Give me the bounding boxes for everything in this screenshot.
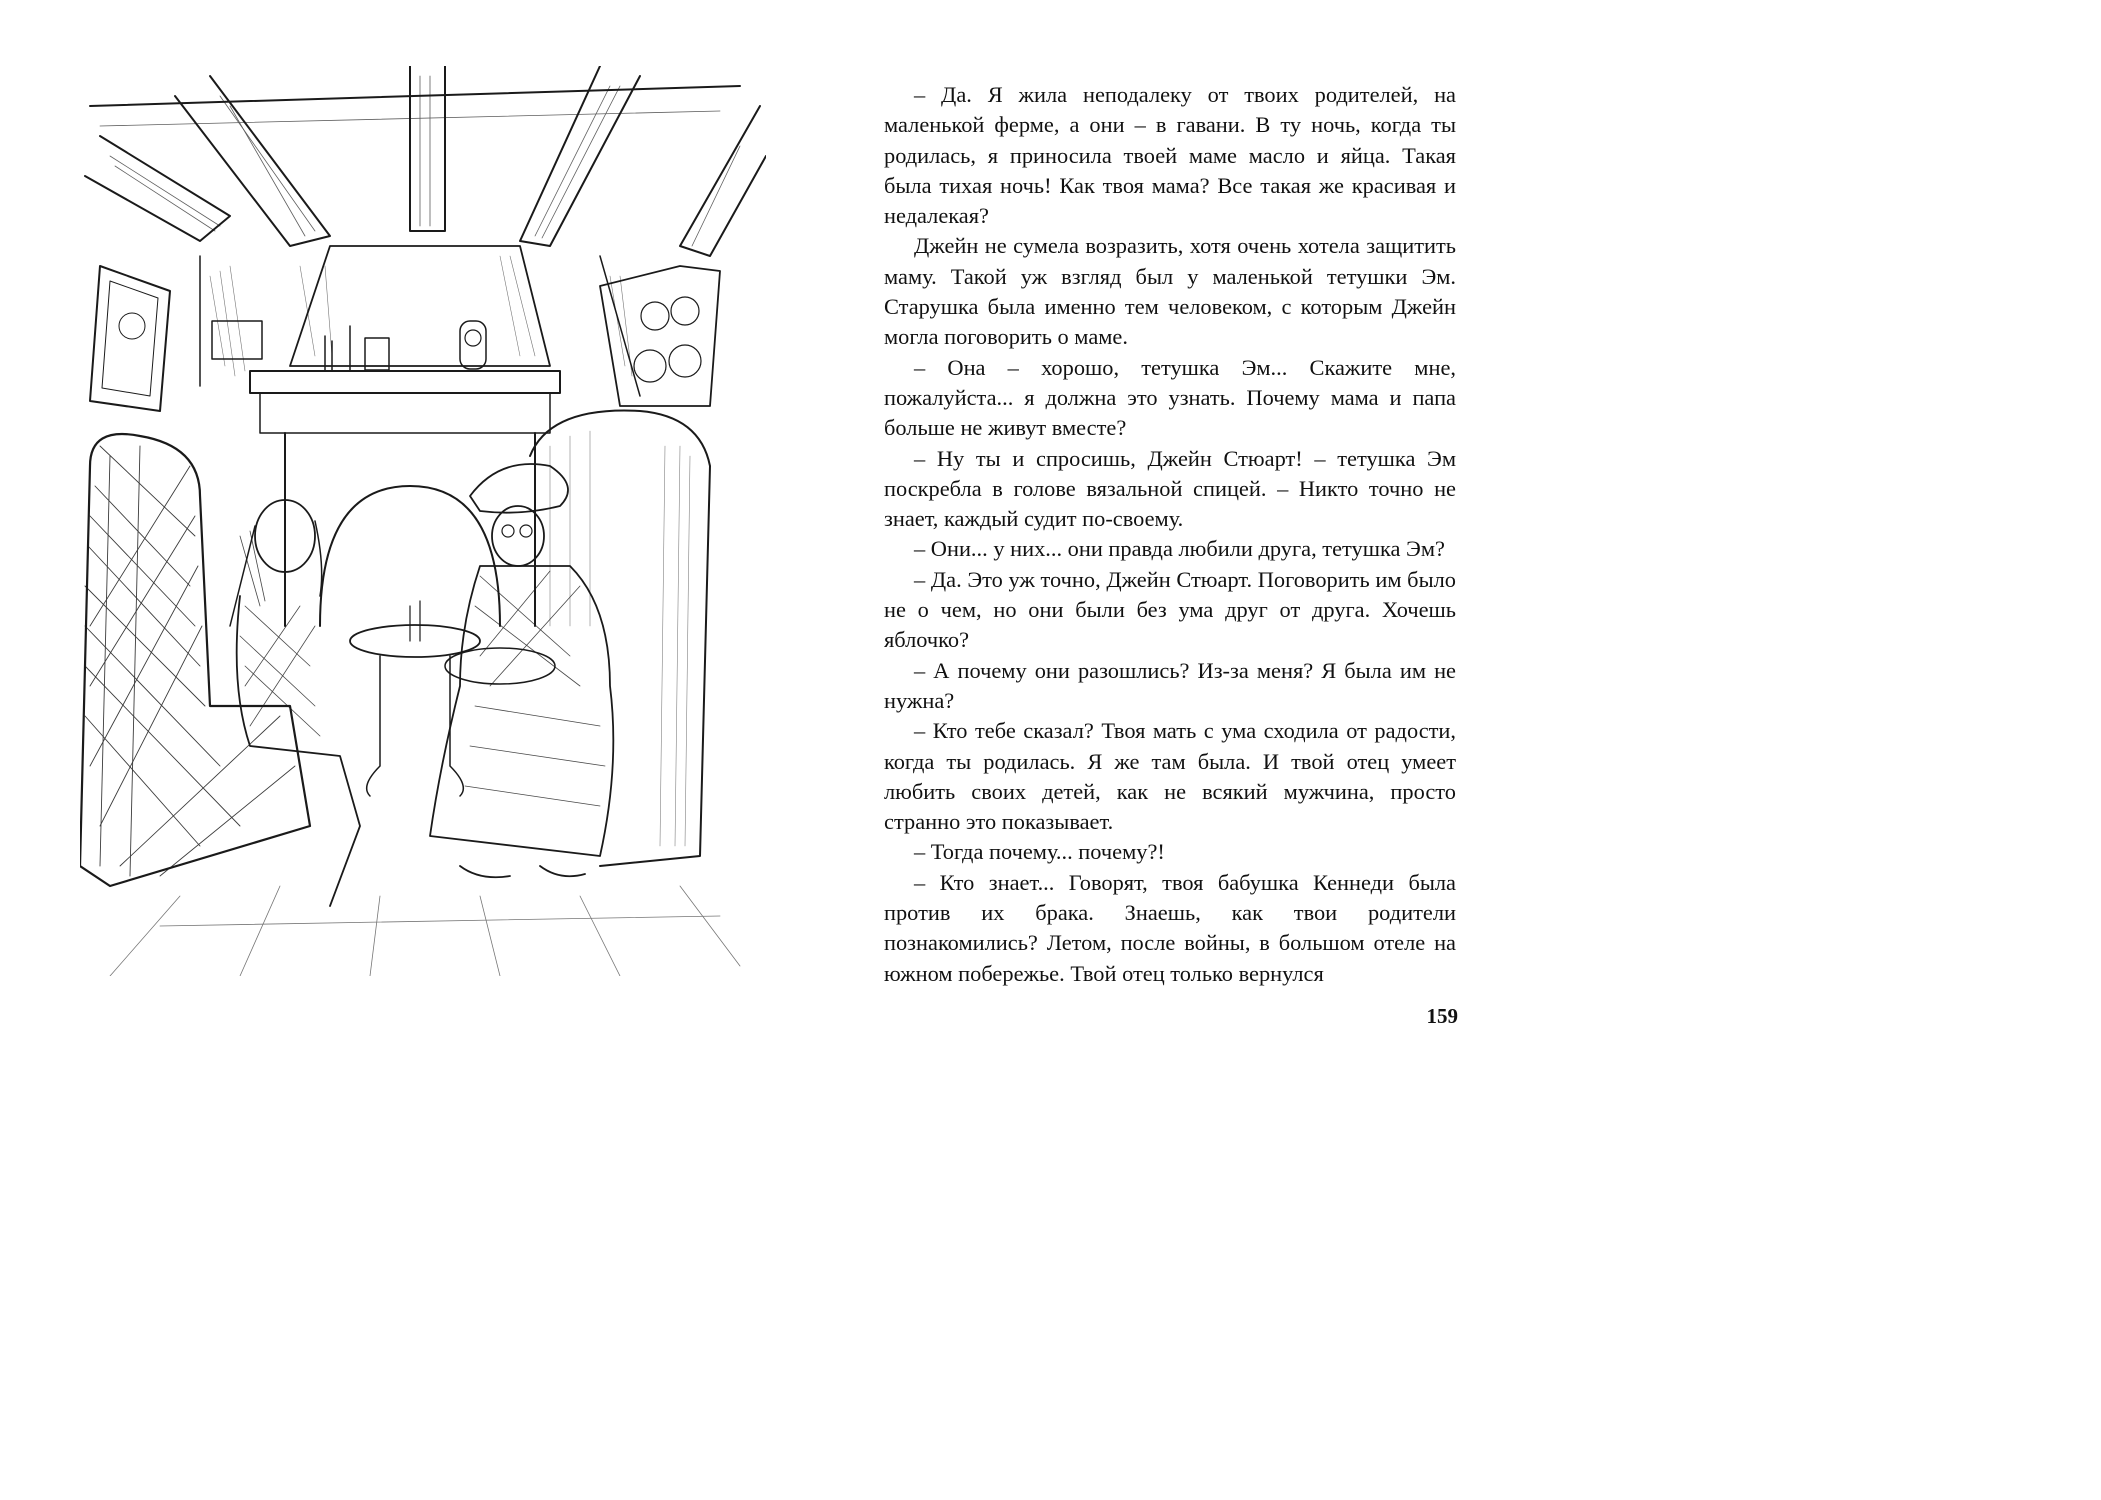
page-text [884,80,1456,989]
fireside-illustration [80,66,766,976]
paragraph: – Кто тебе сказал? Твоя мать с ума сходила от радости, когда ты родилась. Я же там была. И твой отец умеет любить своих детей, как не всякий мужчина, просто странно это показывает. [884,718,1456,835]
paragraph: – Ну ты и спросишь, Джейн Стюарт! – тетушка Эм поскребла в голове вязальной спицей. – Никто точно не знает, каждый судит по-своему. [884,445,1456,532]
paragraph: – Они... у них... они правда любили друга, тетушка Эм? [914,536,1445,562]
paragraph: Джейн не сумела возразить, хотя очень хотела защитить маму. Такой уж взгляд был у маленькой тетушки Эм. Старушка была именно тем человеком, с которым Джейн могла поговорить о маме. [884,233,1456,350]
page-number: 159 [1426,1004,1458,1028]
paragraph: – Да. Я жила неподалеку от твоих родителей, на маленькой ферме, а они – в гавани. В ту ночь, когда ты родилась, я приносила твоей маме масло и яйца. Такая была тихая ночь! Как твоя мама? Все такая же красивая и недалекая? [884,82,1456,229]
paragraph: – Кто знает... Говорят, твоя бабушка Кеннеди была против их брака. Знаешь, как твои родители познакомились? Летом, после войны, в большом отеле на южном побережье. Твой отец только вернулся [884,869,1456,986]
paragraph: – Тогда почему... почему?! [914,839,1165,865]
fireside-conversation-sketch-icon [80,66,766,976]
paragraph: – Она – хорошо, тетушка Эм... Скажите мне, пожалуйста... я должна это узнать. Почему мама и папа больше не живут вместе? [884,354,1456,441]
paragraph: – Да. Это уж точно, Джейн Стюарт. Поговорить им было не о чем, но они были без ума друг от друга. Хочешь яблочко? [884,566,1456,653]
paragraph: – А почему они разошлись? Из-за меня? Я была им не нужна? [884,657,1456,713]
